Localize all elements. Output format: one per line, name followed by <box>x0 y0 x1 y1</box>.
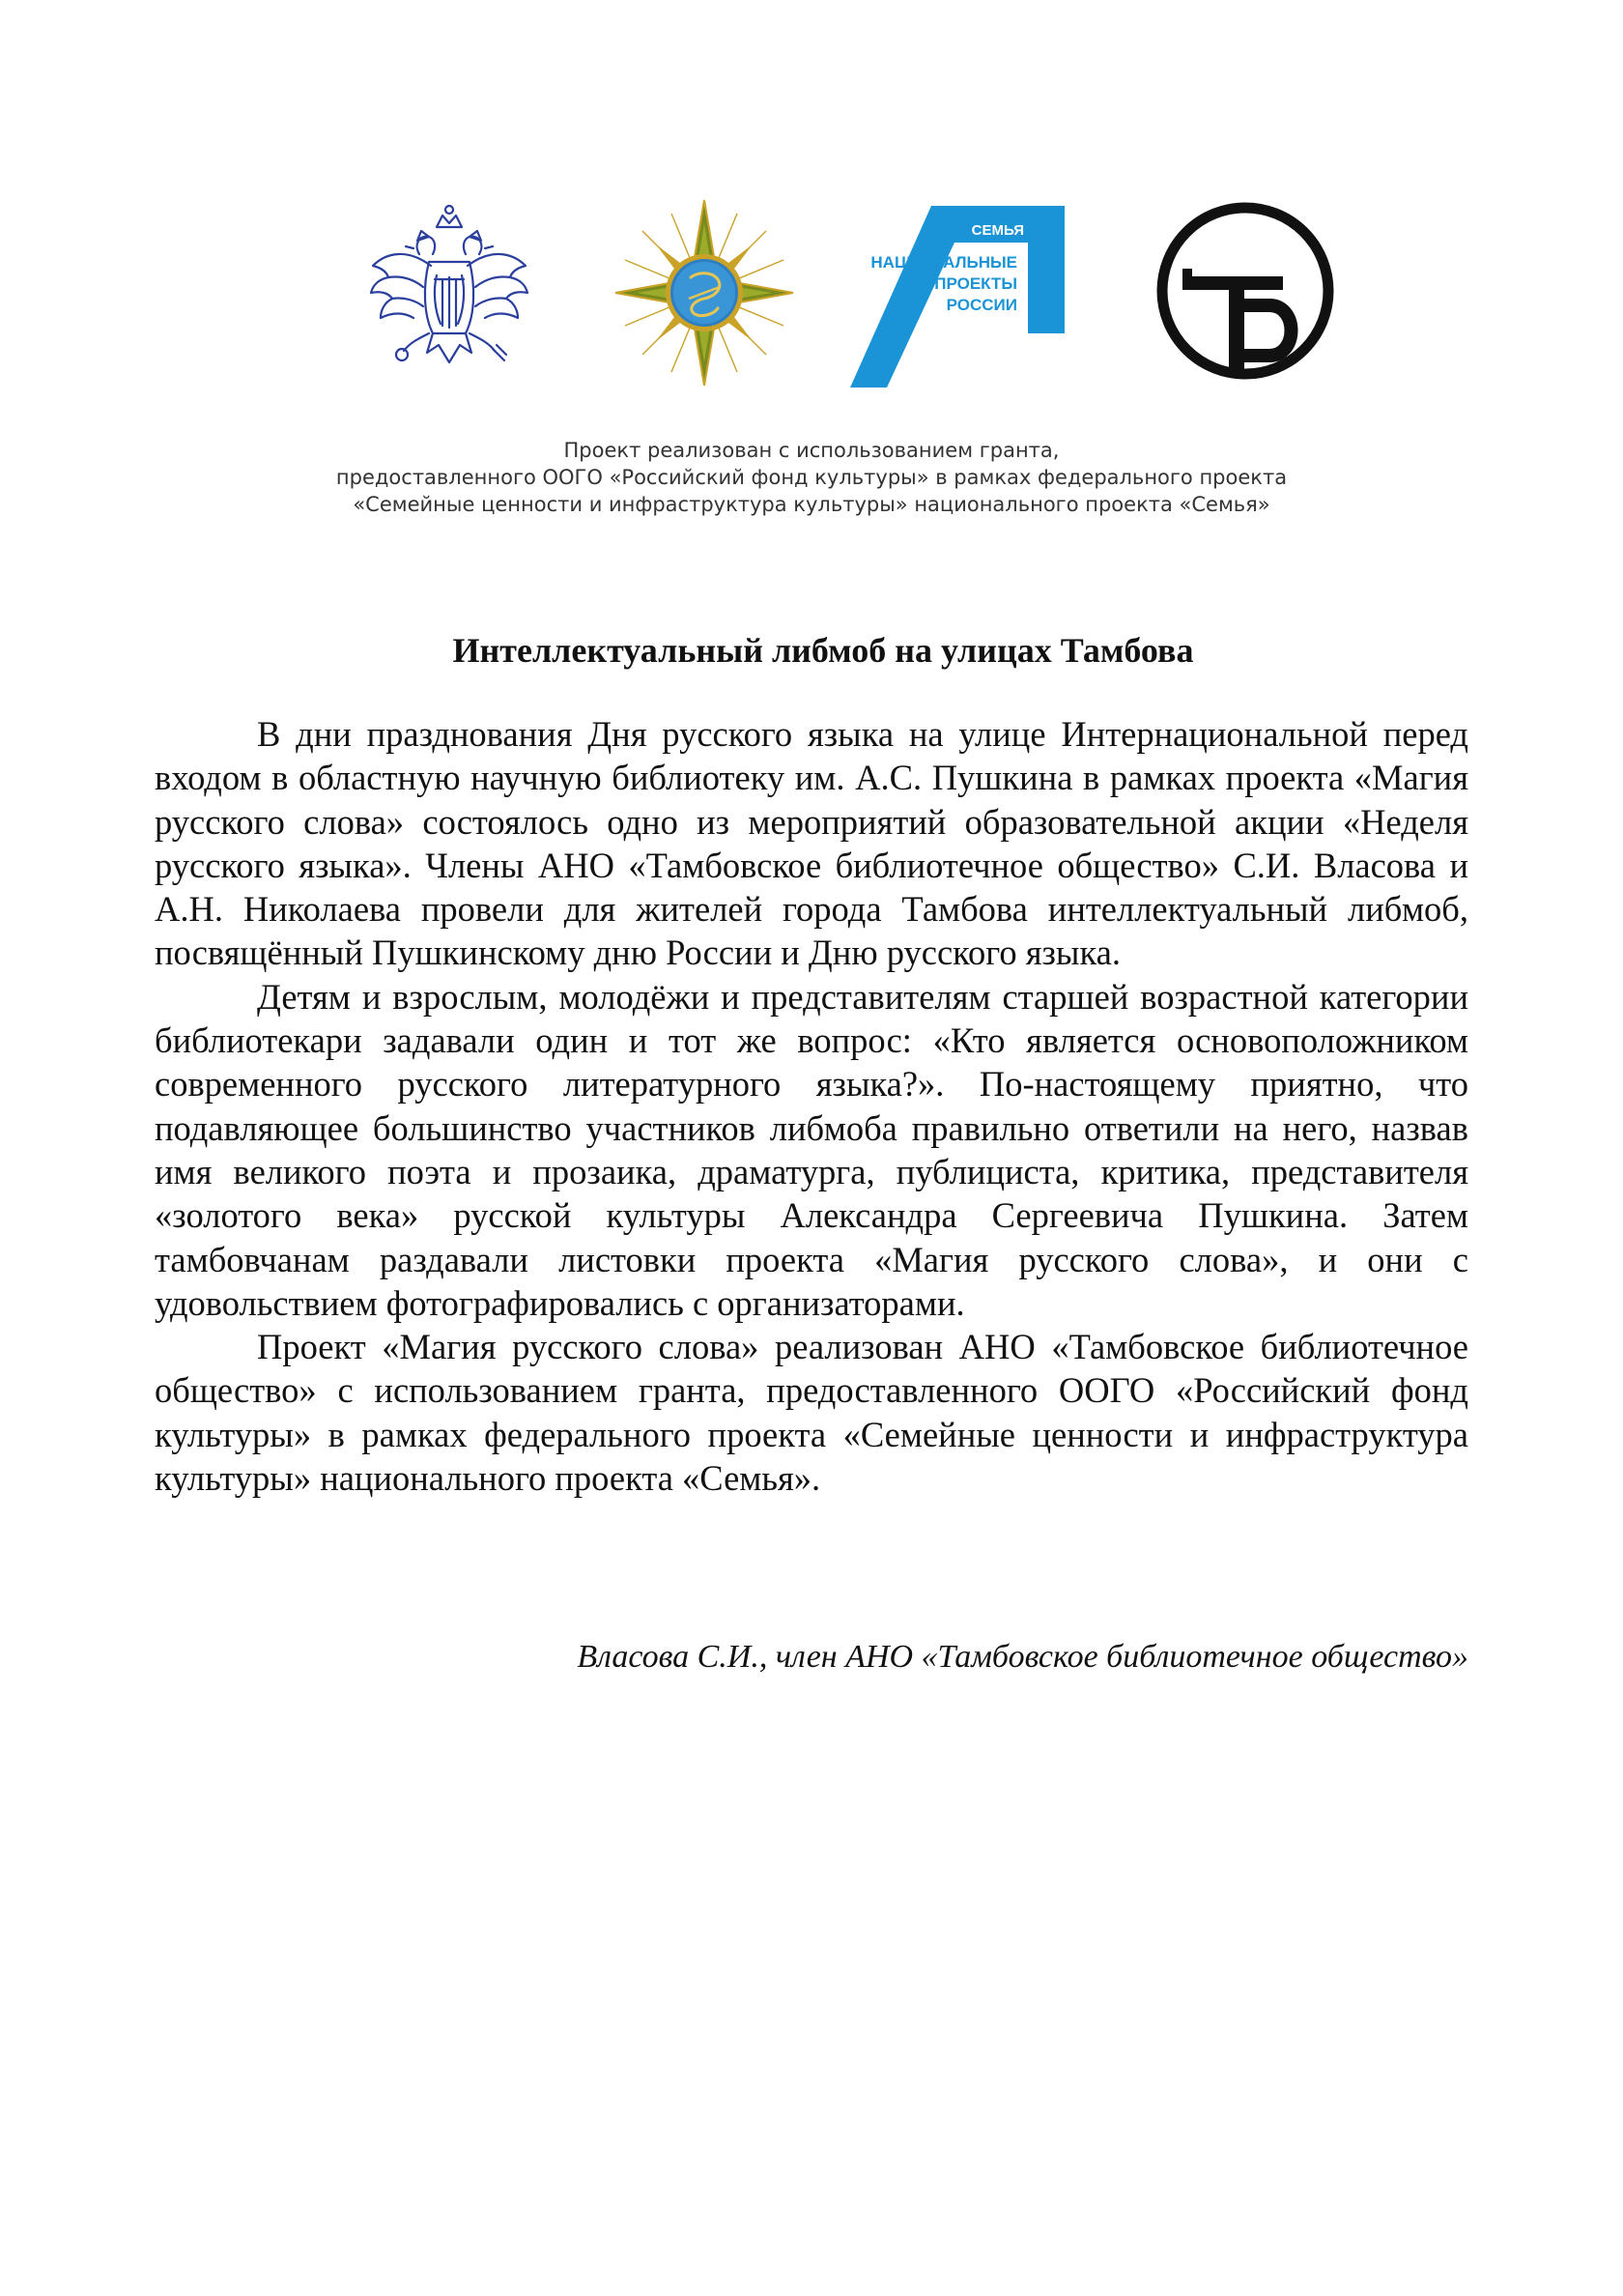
national-projects-icon <box>850 198 1065 387</box>
grant-line-2: предоставленного ООГО «Российский фонд культуры» в рамках федерального проекта <box>335 466 1288 489</box>
eagle-lyre-icon <box>359 198 539 391</box>
grant-line-1: Проект реализован с использованием гранта, <box>563 439 1060 462</box>
article-body <box>155 712 1468 1500</box>
ministry-of-culture-emblem <box>359 198 539 391</box>
author-signature: Власова С.И., член АНО «Тамбовское библиотечное общество» <box>577 1639 1468 1675</box>
russian-culture-fund-emblem <box>614 198 794 387</box>
tb-monogram-icon <box>1155 201 1335 381</box>
grant-line-3: «Семейные ценности и инфраструктура культуры» национального проекта «Семья» <box>353 493 1270 516</box>
np-line-national: НАЦИОНАЛЬНЫЕ <box>870 253 1017 272</box>
tambov-library-society-logo <box>1155 201 1335 381</box>
np-family-label: СЕМЬЯ <box>971 222 1024 239</box>
np-line-russia: РОССИИ <box>946 296 1017 314</box>
paragraph-1: В дни празднования Дня русского языка на улице Интернациональной перед входом в областную научную библиотеку им. А.С. Пушкина в рамках проекта «Магия русского слова» состоялось одно из мероприятий образовательной акции «Неделя русского языка». Члены АНО «Тамбовское библиотечное общество» С.И. Власова и А.Н. Николаева провели для жителей города Тамбова интеллектуальный либмоб, посвящённый Пушкинскому дню России и Дню русского языка. <box>155 714 1468 973</box>
grant-notice <box>290 437 1333 518</box>
np-line-projects: ПРОЕКТЫ <box>934 274 1017 293</box>
national-projects-family-logo <box>850 198 1065 387</box>
star-medallion-icon <box>614 198 794 387</box>
article-title: Интеллектуальный либмоб на улицах Тамбова <box>452 631 1194 670</box>
paragraph-2: Детям и взрослым, молодёжи и представителям старшей возрастной категории библиотекари задавали один и тот же вопрос: «Кто является основоположником современного русского литературного языка?». По-настоящему приятно, что подавляющее большинство участников либмоба правильно ответили на него, назвав имя великого поэта и прозаика, драматурга, публициста, критика, представителя «золотого века» русской культуры Александра Сергеевича Пушкина. Затем тамбовчанам раздавали листовки проекта «Магия русского слова», и они с удовольствием фотографировались с организаторами. <box>155 976 1468 1323</box>
paragraph-3: Проект «Магия русского слова» реализован АНО «Тамбовское библиотечное общество» с использованием гранта, предоставленного ООГО «Российский фонд культуры» в рамках федерального проекта «Семейные ценности и инфраструктура культуры» национального проекта «Семья». <box>155 1327 1468 1499</box>
